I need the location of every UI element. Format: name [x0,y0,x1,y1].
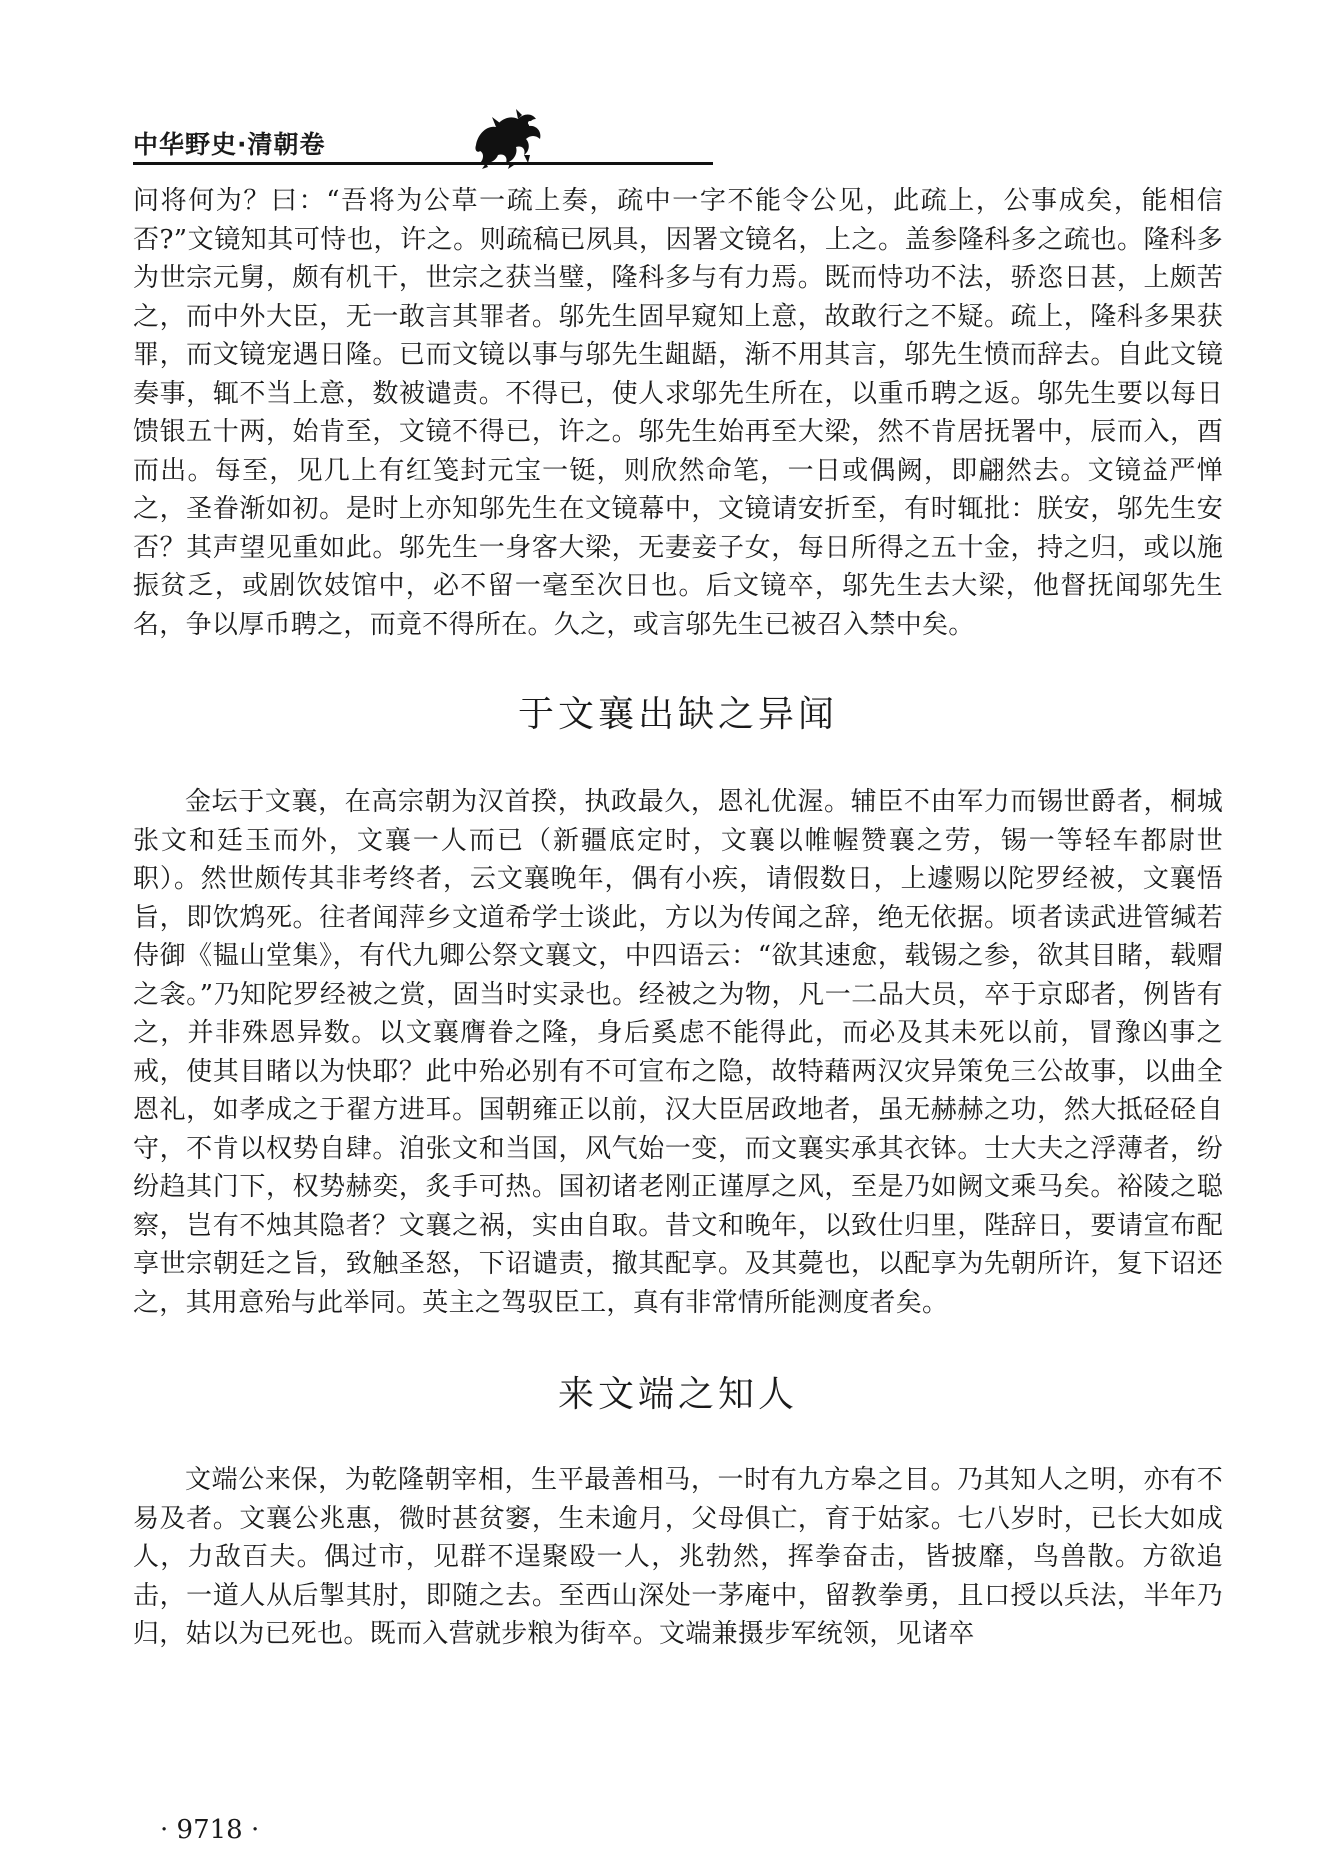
page-number: · 9718 · [160,1815,260,1845]
section-title-yu-wenxiang: 于文襄出缺之异闻 [517,694,838,735]
page-header [133,105,1233,175]
page-body [133,182,1223,1654]
paragraph-wen-jing: 问将何为？曰：“吾将为公草一疏上奏，疏中一字不能令公见，此疏上，公事成矣，能相信否?”文镜知其可恃也，许之。则疏稿已夙具，因署文镜名，上之。盖参隆科多之疏也。隆科多为世宗元舅，颇有机干，世宗之获当璧，隆科多与有力焉。既而恃功不法，骄恣日甚，上颇苦之，而中外大臣，无一敢言其罪者。邬先生固早窥知上意，故敢行之不疑。疏上，隆科多果获罪，而文镜宠遇日隆。已而文镜以事与邬先生龃龉，渐不用其言，邬先生愤而辞去。自此文镜奏事，辄不当上意，数被谴责。不得已，使人求邬先生所在，以重币聘之返。邬先生要以每日馈银五十两，始肯至，文镜不得已，许之。邬先生始再至大梁，然不肯居抚署中，辰而入，酉而出。每至，见几上有红笺封元宝一铤，则欣然命笔，一日或偶阙，即翩然去。文镜益严惮之，圣眷渐如初。是时上亦知邬先生在文镜幕中，文镜请安折至，有时辄批：朕安，邬先生安否？其声望见重如此。邬先生一身客大梁，无妻妾子女，每日所得之五十金，持之归，或以施振贫乏，或剧饮妓馆中，必不留一毫至次日也。后文镜卒，邬先生去大梁，他督抚闻邬先生名，争以厚币聘之，而竟不得所在。久之，或言邬先生已被召入禁中矣。 [133,186,1223,640]
dragon-emblem-icon [466,105,546,169]
section-title-lai-wenduan: 来文端之知人 [557,1374,798,1415]
paragraph-yu-wenxiang: 金坛于文襄，在高宗朝为汉首揆，执政最久，恩礼优渥。辅臣不由军力而锡世爵者，桐城张文和廷玉而外，文襄一人而已（新疆底定时，文襄以帷幄赞襄之劳，锡一等轻车都尉世职）。然世颇传其非考终者，云文襄晚年，偶有小疾，请假数日，上遽赐以陀罗经被，文襄悟旨，即饮鸩死。往者闻萍乡文道希学士谈此，方以为传闻之辞，绝无依据。顷者读武进管缄若侍御《韫山堂集》，有代九卿公祭文襄文，中四语云：“欲其速愈，载锡之参，欲其目睹，载赗之衾。”乃知陀罗经被之赏，固当时实录也。经被之为物，凡一二品大员，卒于京邸者，例皆有之，并非殊恩异数。以文襄膺眷之隆，身后奚虑不能得此，而必及其未死以前，冒豫凶事之戒，使其目睹以为快耶？此中殆必别有不可宣布之隐，故特藉两汉灾异策免三公故事，以曲全恩礼，如孝成之于翟方进耳。国朝雍正以前，汉大臣居政地者，虽无赫赫之功，然大抵硁硁自守，不肯以权势自肆。洎张文和当国，风气始一变，而文襄实承其衣钵。士大夫之浮薄者，纷纷趋其门下，权势赫奕，炙手可热。国初诸老刚正谨厚之风，至是乃如阙文乘马矣。裕陵之聪察，岂有不烛其隐者？文襄之祸，实由自取。昔文和晚年，以致仕归里，陛辞日，要请宣布配享世宗朝廷之旨，致触圣怒，下诏谴责，撤其配享。及其薨也，以配享为先朝所许，复下诏还之，其用意殆与此举同。英主之驾驭臣工，真有非常情所能测度者矣。 [133,787,1223,1318]
book-title: 中华野史·清朝卷 [133,130,326,159]
header-divider [133,162,713,165]
paragraph-lai-wenduan: 文端公来保，为乾隆朝宰相，生平最善相马，一时有九方皋之目。乃其知人之明，亦有不易及者。文襄公兆惠，微时甚贫窭，生未逾月，父母俱亡，育于姑家。七八岁时，已长大如成人，力敌百夫。偶过市，见群不逞聚殴一人，兆勃然，挥拳奋击，皆披靡，鸟兽散。方欲追击，一道人从后掣其肘，即随之去。至西山深处一茅庵中，留教拳勇，且口授以兵法，半年乃归，姑以为已死也。既而入营就步粮为街卒。文端兼摄步军统领，见诸卒 [133,1465,1223,1649]
